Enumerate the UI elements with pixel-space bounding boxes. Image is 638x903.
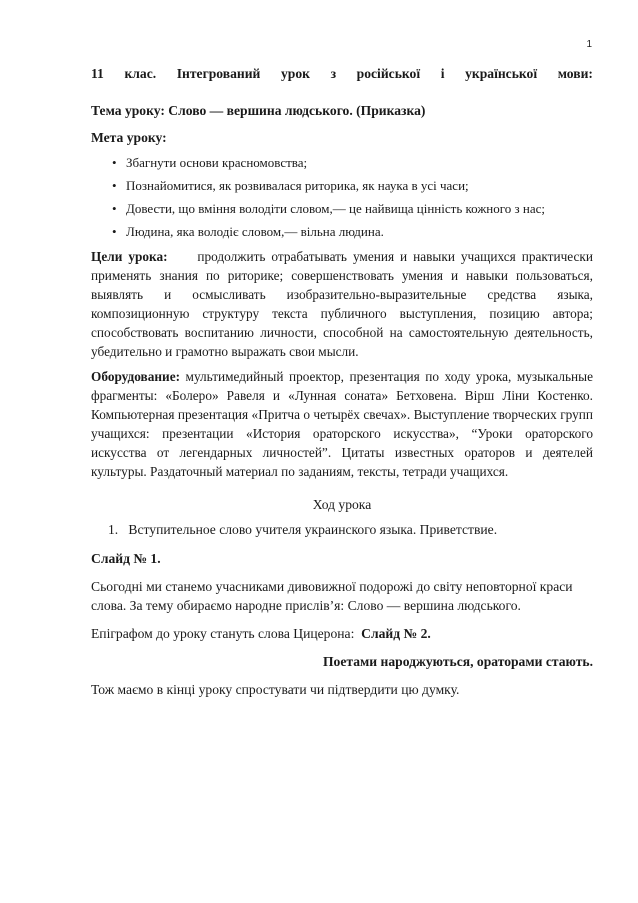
slide-1-label: Слайд № 1.: [91, 551, 161, 566]
header-word: мови:: [557, 66, 593, 81]
list-item: [91, 177, 593, 195]
bullet-icon: •: [112, 155, 117, 170]
lesson-header: [91, 64, 593, 83]
page-number: 1: [586, 39, 592, 50]
header-word: клас.: [124, 66, 157, 81]
slide-2-label: Слайд № 2.: [361, 626, 431, 641]
equipment-label: Оборудование:: [91, 369, 181, 384]
epigraph-line: [91, 624, 593, 643]
closing-paragraph: Тож маємо в кінці уроку спростувати чи підтвердити цю думку.: [91, 682, 460, 697]
course-title: Ход урока: [312, 497, 372, 512]
header-word: і: [440, 66, 445, 81]
lesson-theme: [91, 101, 593, 120]
epigraph-text: Епіграфом до уроку стануть слова Цицерона:: [91, 626, 355, 641]
goal-item-text: Познайомитися, як розвивалася риторика, як наука в усі часи;: [126, 178, 469, 193]
header-word: української: [465, 66, 538, 81]
list-item: [91, 200, 593, 218]
goal-item-text: Людина, яка володіє словом,— вільна людина.: [126, 224, 384, 239]
document-body: [91, 64, 593, 708]
bullet-icon: •: [112, 201, 117, 216]
cicero-quote: Поетами народжуються, ораторами стають.: [322, 654, 593, 669]
list-item: [91, 223, 593, 241]
goal-item-text: Збагнути основи красномовства;: [126, 155, 308, 170]
header-word: російської: [356, 66, 421, 81]
course-step: [91, 520, 593, 539]
theme-text: Слово — вершина людського. (Приказка): [168, 103, 426, 118]
goal-list: [91, 154, 593, 241]
header-word: урок: [281, 66, 310, 81]
header-word: 11: [91, 66, 104, 81]
step-text: Вступительное слово учителя украинского языка. Приветствие.: [128, 522, 498, 537]
aims-text: продолжить отрабатывать умения и навыки учащихся практически применять знания по риторике; совершенствовать умения и навыки пользоваться, выявлять и осмысливать изобразительно-выразительные средства языка, композиционную структуру текста публичного выступления, позицию автора; способствовать воспитанию личности, способной на самостоятельную деятельность, убедительно и грамотно выражать свои мысли.: [91, 249, 594, 359]
list-item: [91, 154, 593, 172]
aims-label: Цели урока:: [91, 249, 168, 264]
intro-paragraph: Сьогодні ми станемо учасниками дивовижної подорожі до світу неповторної краси слова. За тему обираємо народне прислів’я: Слово — вершина людського.: [91, 579, 573, 613]
header-word: з: [330, 66, 337, 81]
bullet-icon: •: [112, 178, 117, 193]
equipment-section: [91, 367, 593, 481]
equipment-text: мультимедийный проектор, презентация по ходу урока, музыкальные фрагменты: «Болеро» Равеля и «Лунная соната» Бетховена. Вірш Ліни Костенко. Компьютерная презентация «Притча о четырёх свечах». Выступление творческих групп учащихся: презентации «История ораторского искусства», “Уроки ораторского искусства от легендарных личностей”. Цитаты известных ораторов и деятелей культуры. Раздаточный материал по заданиям, тексты, тетради учащихся.: [91, 369, 593, 479]
goal-item-text: Довести, що вміння володіти словом,— це найвища цінність кожного з нас;: [126, 201, 546, 216]
theme-label: Тема уроку:: [91, 103, 165, 118]
bullet-icon: •: [112, 224, 117, 239]
header-word: Інтегрований: [176, 66, 261, 81]
goal-label: Мета уроку:: [91, 130, 167, 145]
step-number: 1.: [108, 522, 119, 537]
aims-section: [91, 247, 593, 361]
